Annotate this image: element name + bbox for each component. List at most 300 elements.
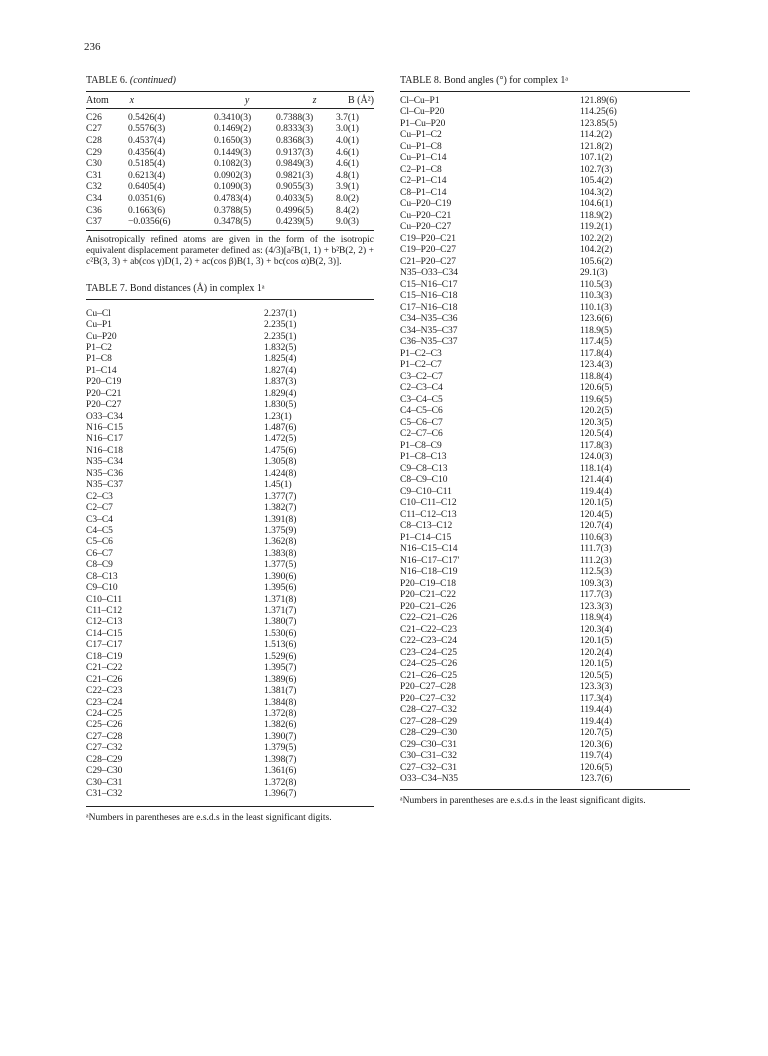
- cell-bond: C30–C31: [86, 777, 123, 788]
- cell-angle-value: 120.4(5): [580, 509, 613, 520]
- cell-distance: 1.384(8): [264, 697, 297, 708]
- table-row: [86, 182, 374, 194]
- table-row: [400, 279, 690, 291]
- cell-angle-atoms: C2–C7–C6: [400, 429, 443, 440]
- cell-angle-atoms: P1–C2–C3: [400, 348, 442, 359]
- table-row: [86, 514, 374, 525]
- cell-bond: C21–C26: [86, 674, 123, 685]
- cell-x: 0.5576(3): [128, 124, 166, 135]
- table-row: [400, 705, 690, 717]
- cell-angle-value: 120.3(4): [580, 624, 613, 635]
- table-row: [86, 399, 374, 410]
- cell-bond: C29–C30: [86, 766, 123, 777]
- cell-distance: 2.235(1): [264, 331, 297, 342]
- cell-atom: C34: [86, 193, 102, 204]
- table-row: [86, 594, 374, 605]
- table-6: [86, 74, 374, 268]
- cell-angle-value: 111.7(3): [580, 544, 612, 555]
- cell-angle-atoms: C2–C3–C4: [400, 383, 443, 394]
- table-row: [400, 291, 690, 303]
- cell-bond: C27–C32: [86, 743, 123, 754]
- table-row: [86, 628, 374, 639]
- cell-distance: 1.487(6): [264, 423, 297, 434]
- cell-angle-value: 104.3(2): [580, 187, 613, 198]
- cell-angle-atoms: P20–C19–C18: [400, 578, 456, 589]
- cell-angle-value: 119.4(4): [580, 705, 613, 716]
- cell-distance: 1.513(6): [264, 640, 297, 651]
- table-row: [86, 377, 374, 388]
- cell-distance: 1.381(7): [264, 686, 297, 697]
- cell-atom: C26: [86, 112, 102, 123]
- cell-angle-atoms: C28–C29–C30: [400, 728, 458, 739]
- table-row: [400, 302, 690, 314]
- cell-distance: 1.827(4): [264, 365, 297, 376]
- cell-atom: C36: [86, 205, 102, 216]
- cell-bond: P20–C27: [86, 400, 122, 411]
- cell-x: 0.4537(4): [128, 135, 166, 146]
- cell-bond: O33–C34: [86, 411, 123, 422]
- table-row: [400, 544, 690, 556]
- cell-angle-atoms: C3–C4–C5: [400, 394, 443, 405]
- table-row: [400, 325, 690, 337]
- table-row: [86, 491, 374, 502]
- cell-bond: C22–C23: [86, 686, 123, 697]
- cell-angle-atoms: N16–C17–C17′: [400, 555, 460, 566]
- col-header-atom: Atom: [86, 94, 109, 106]
- table-row: [86, 663, 374, 674]
- cell-bond: C17–C17: [86, 640, 123, 651]
- cell-z: 0.4033(5): [276, 193, 314, 204]
- cell-atom: C32: [86, 182, 102, 193]
- cell-z: 0.4239(5): [276, 217, 314, 228]
- left-column: [86, 74, 374, 824]
- cell-distance: 1.390(6): [264, 571, 297, 582]
- table-row: [86, 422, 374, 433]
- table-6-caption-suffix: (continued): [129, 75, 177, 86]
- cell-bond: C24–C25: [86, 708, 123, 719]
- cell-angle-atoms: C17–N16–C18: [400, 302, 458, 313]
- cell-angle-atoms: C9–C8–C13: [400, 463, 448, 474]
- cell-angle-atoms: C27–C28–C29: [400, 716, 458, 727]
- table-row: [86, 754, 374, 765]
- cell-distance: 1.395(7): [264, 663, 297, 674]
- table-row: [86, 216, 374, 228]
- table-row: [86, 777, 374, 788]
- cell-distance: 1.395(6): [264, 583, 297, 594]
- cell-angle-value: 120.5(4): [580, 429, 613, 440]
- table-row: [400, 233, 690, 245]
- table-6-header-row: [86, 91, 374, 109]
- table-row: [86, 743, 374, 754]
- cell-distance: 1.837(3): [264, 377, 297, 388]
- table-row: [86, 342, 374, 353]
- cell-angle-value: 118.8(4): [580, 371, 613, 382]
- cell-distance: 1.372(8): [264, 777, 297, 788]
- table-row: [400, 337, 690, 349]
- table-row: [400, 670, 690, 682]
- table-row: [400, 440, 690, 452]
- table-row: [400, 383, 690, 395]
- cell-bond: N35–C37: [86, 480, 123, 491]
- table-7-footnote: ᵃNumbers in parentheses are e.s.d.s in the least significant digits.: [86, 812, 332, 823]
- cell-bond: C6–C7: [86, 548, 113, 559]
- cell-angle-atoms: Cu–P1–C14: [400, 153, 447, 164]
- cell-bond: C12–C13: [86, 617, 123, 628]
- cell-angle-value: 110.3(3): [580, 291, 613, 302]
- cell-angle-atoms: P20–C27–C28: [400, 682, 456, 693]
- col-header-b: B (Å²): [347, 94, 374, 106]
- cell-angle-value: 121.4(4): [580, 475, 613, 486]
- cell-x: 0.5185(4): [128, 159, 166, 170]
- cell-b: 4.6(1): [336, 159, 359, 170]
- table-row: [400, 555, 690, 567]
- table-row: [86, 582, 374, 593]
- cell-angle-value: 121.89(6): [580, 95, 618, 106]
- cell-angle-value: 123.3(3): [580, 682, 613, 693]
- cell-angle-atoms: C30–C31–C32: [400, 751, 458, 762]
- cell-angle-value: 120.1(5): [580, 636, 613, 647]
- cell-angle-atoms: C3–C2–C7: [400, 371, 443, 382]
- table-row: [400, 682, 690, 694]
- cell-angle-atoms: P1–C8–C9: [400, 440, 442, 451]
- cell-bond: C4–C5: [86, 525, 113, 536]
- cell-angle-atoms: P20–C27–C32: [400, 693, 456, 704]
- cell-bond: C8–C13: [86, 571, 118, 582]
- cell-angle-value: 120.6(5): [580, 762, 613, 773]
- table-row: [86, 147, 374, 159]
- table-row: [400, 176, 690, 188]
- cell-bond: N35–C34: [86, 457, 123, 468]
- table-row: [86, 674, 374, 685]
- table-row: [400, 693, 690, 705]
- table-row: [86, 319, 374, 330]
- cell-angle-value: 121.8(2): [580, 141, 613, 152]
- table-row: [86, 502, 374, 513]
- cell-bond: C5–C6: [86, 537, 113, 548]
- cell-b: 8.4(2): [336, 205, 359, 216]
- cell-angle-atoms: P20–C21–C26: [400, 601, 456, 612]
- cell-angle-atoms: C19–P20–C21: [400, 233, 456, 244]
- cell-x: 0.0351(6): [128, 193, 166, 204]
- cell-angle-atoms: C2–P1–C8: [400, 164, 442, 175]
- table-row: [86, 640, 374, 651]
- table-row: [400, 532, 690, 544]
- table-row: [400, 739, 690, 751]
- cell-atom: C30: [86, 159, 102, 170]
- cell-x: −0.0356(6): [128, 217, 171, 228]
- cell-atom: C29: [86, 147, 102, 158]
- cell-angle-value: 120.7(4): [580, 521, 613, 532]
- cell-angle-atoms: Cl–Cu–P20: [400, 107, 445, 118]
- cell-angle-atoms: C4–C5–C6: [400, 406, 443, 417]
- cell-angle-value: 123.4(3): [580, 360, 613, 371]
- cell-b: 9.0(3): [336, 217, 359, 228]
- cell-bond: N16–C15: [86, 423, 123, 434]
- table-row: [86, 354, 374, 365]
- table-row: [400, 578, 690, 590]
- cell-angle-value: 120.5(5): [580, 670, 613, 681]
- cell-angle-value: 120.1(5): [580, 659, 613, 670]
- table-row: [86, 112, 374, 124]
- cell-angle-value: 123.85(5): [580, 118, 618, 129]
- table-row: [86, 571, 374, 582]
- cell-angle-atoms: Cu–P1–C8: [400, 141, 442, 152]
- table-row: [86, 480, 374, 491]
- col-header-z: z: [312, 94, 317, 106]
- cell-bond: N16–C17: [86, 434, 123, 445]
- table-row: [400, 521, 690, 533]
- cell-distance: 1.472(5): [264, 434, 297, 445]
- table-row: [400, 164, 690, 176]
- table-row: [400, 245, 690, 257]
- cell-distance: 1.361(6): [264, 766, 297, 777]
- cell-angle-value: 119.6(5): [580, 394, 613, 405]
- cell-bond: C10–C11: [86, 594, 123, 605]
- cell-angle-value: 123.6(6): [580, 314, 613, 325]
- cell-angle-atoms: Cl–Cu–P1: [400, 95, 440, 106]
- cell-atom: C37: [86, 217, 102, 228]
- cell-distance: 1.475(6): [264, 445, 297, 456]
- cell-angle-atoms: C21–C22–C23: [400, 624, 458, 635]
- cell-distance: 1.396(7): [264, 789, 297, 800]
- table-row: [86, 135, 374, 147]
- cell-bond: Cu–Cl: [86, 308, 111, 319]
- cell-z: 0.7388(3): [276, 112, 314, 123]
- cell-x: 0.1663(6): [128, 205, 166, 216]
- table-row: [400, 659, 690, 671]
- cell-bond: C3–C4: [86, 514, 113, 525]
- cell-bond: C25–C26: [86, 720, 123, 731]
- cell-angle-atoms: C8–P1–C14: [400, 187, 447, 198]
- cell-angle-atoms: N16–C15–C14: [400, 544, 458, 555]
- table-row: [400, 256, 690, 268]
- cell-bond: Cu–P1: [86, 320, 112, 331]
- cell-y: 0.1090(3): [214, 182, 252, 193]
- table-row: [400, 774, 690, 786]
- table-row: [86, 617, 374, 628]
- cell-z: 0.9849(3): [276, 159, 314, 170]
- cell-z: 0.4996(5): [276, 205, 314, 216]
- cell-bond: C23–C24: [86, 697, 123, 708]
- cell-y: 0.1082(3): [214, 159, 252, 170]
- cell-angle-value: 119.4(4): [580, 716, 613, 727]
- cell-z: 0.8333(3): [276, 124, 314, 135]
- table-row: [86, 193, 374, 205]
- cell-x: 0.6213(4): [128, 170, 166, 181]
- cell-y: 0.3788(5): [214, 205, 252, 216]
- cell-y: 0.0902(3): [214, 170, 252, 181]
- table-8-body: [400, 91, 690, 790]
- cell-angle-value: 118.9(5): [580, 325, 613, 336]
- cell-angle-value: 118.1(4): [580, 463, 613, 474]
- table-6-caption: [86, 74, 374, 87]
- cell-atom: C31: [86, 170, 102, 181]
- cell-angle-value: 29.1(3): [580, 268, 608, 279]
- cell-angle-atoms: C9–C10–C11: [400, 486, 452, 497]
- cell-angle-atoms: P1–Cu–P20: [400, 118, 446, 129]
- cell-distance: 1.825(4): [264, 354, 297, 365]
- table-row: [86, 708, 374, 719]
- cell-angle-value: 119.4(4): [580, 486, 613, 497]
- col-header-y: y: [244, 94, 250, 106]
- cell-angle-value: 120.7(5): [580, 728, 613, 739]
- cell-angle-atoms: C2–P1–C14: [400, 176, 447, 187]
- cell-angle-atoms: P1–C8–C13: [400, 452, 447, 463]
- table-row: [86, 158, 374, 170]
- table-row: [400, 107, 690, 119]
- cell-distance: 1.529(6): [264, 651, 297, 662]
- table-row: [86, 720, 374, 731]
- cell-angle-value: 105.6(2): [580, 256, 613, 267]
- cell-bond: P1–C14: [86, 365, 117, 376]
- table-row: [86, 124, 374, 136]
- cell-distance: 1.382(6): [264, 720, 297, 731]
- table-row: [86, 468, 374, 479]
- cell-angle-atoms: C23–C24–C25: [400, 647, 458, 658]
- cell-distance: 1.389(6): [264, 674, 297, 685]
- table-row: [86, 537, 374, 548]
- cell-angle-atoms: C34–N35–C36: [400, 314, 458, 325]
- table-row: [86, 685, 374, 696]
- cell-x: 0.6405(4): [128, 182, 166, 193]
- table-row: [400, 406, 690, 418]
- cell-angle-value: 118.9(4): [580, 613, 613, 624]
- cell-angle-atoms: C24–C25–C26: [400, 659, 458, 670]
- cell-distance: 2.237(1): [264, 308, 297, 319]
- table-6-caption-label: TABLE 6.: [86, 75, 128, 86]
- cell-angle-value: 117.7(3): [580, 590, 613, 601]
- cell-angle-value: 120.2(5): [580, 406, 613, 417]
- cell-bond: C11–C12: [86, 606, 123, 617]
- cell-angle-value: 104.2(2): [580, 245, 613, 256]
- table-row: [400, 762, 690, 774]
- table-row: [400, 716, 690, 728]
- table-row: [400, 463, 690, 475]
- cell-angle-atoms: C34–N35–C37: [400, 325, 458, 336]
- cell-distance: 1.372(8): [264, 708, 297, 719]
- cell-angle-value: 120.3(6): [580, 739, 613, 750]
- table-8-caption: TABLE 8. Bond angles (°) for complex 1ᵃ: [400, 75, 569, 86]
- cell-angle-value: 110.6(3): [580, 532, 613, 543]
- cell-z: 0.9821(3): [276, 170, 314, 181]
- table-6-note: Anisotropically refined atoms are given in the form of the isotropic equivalent displacement parameter defined as: (4/3)[a²B(1, 1) + b²B(2, 2) + c²B(3, 3) + ab(cos γ)D(1, 2) + ac(cos β)B(1, 3) + bc(cos α)B(2, 3)].: [86, 234, 374, 267]
- table-row: [400, 417, 690, 429]
- cell-angle-value: 118.9(2): [580, 210, 613, 221]
- table-row: [400, 187, 690, 199]
- table-row: [400, 153, 690, 165]
- cell-angle-value: 110.1(3): [580, 302, 613, 313]
- cell-angle-atoms: O33–C34–N35: [400, 774, 459, 785]
- cell-angle-atoms: C15–N16–C18: [400, 291, 458, 302]
- table-row: [86, 365, 374, 376]
- cell-angle-value: 120.6(5): [580, 383, 613, 394]
- cell-angle-value: 117.4(5): [580, 337, 613, 348]
- table-row: [400, 613, 690, 625]
- cell-bond: C31–C32: [86, 789, 123, 800]
- cell-angle-value: 120.3(5): [580, 417, 613, 428]
- cell-angle-atoms: C21–P20–C27: [400, 256, 456, 267]
- table-7: [86, 282, 374, 824]
- table-row: [400, 222, 690, 234]
- cell-bond: C9–C10: [86, 583, 118, 594]
- table-row: [400, 751, 690, 763]
- table-row: [86, 170, 374, 182]
- table-row: [86, 765, 374, 776]
- cell-distance: 1.398(7): [264, 754, 297, 765]
- cell-distance: 1.829(4): [264, 388, 297, 399]
- cell-bond: C2–C3: [86, 491, 113, 502]
- cell-distance: 1.371(8): [264, 594, 297, 605]
- table-row: [86, 697, 374, 708]
- col-header-x: x: [129, 94, 135, 106]
- cell-bond: P20–C21: [86, 388, 122, 399]
- cell-distance: 1.379(5): [264, 743, 297, 754]
- cell-bond: N16–C18: [86, 445, 123, 456]
- cell-distance: 1.390(7): [264, 731, 297, 742]
- table-row: [86, 411, 374, 422]
- table-row: [86, 457, 374, 468]
- cell-b: 4.0(1): [336, 135, 359, 146]
- table-row: [400, 118, 690, 130]
- cell-bond: C14–C15: [86, 628, 123, 639]
- cell-atom: C28: [86, 135, 102, 146]
- cell-angle-atoms: C10–C11–C12: [400, 498, 457, 509]
- cell-angle-atoms: C8–C9–C10: [400, 475, 448, 486]
- cell-angle-value: 117.8(3): [580, 440, 613, 451]
- cell-angle-value: 112.5(3): [580, 567, 613, 578]
- cell-distance: 1.832(5): [264, 342, 297, 353]
- table-row: [86, 445, 374, 456]
- cell-angle-value: 107.1(2): [580, 153, 613, 164]
- table-row: [400, 360, 690, 372]
- table-7-body: [86, 299, 374, 807]
- table-8: [400, 74, 690, 807]
- cell-distance: 1.382(7): [264, 503, 297, 514]
- cell-x: 0.5426(4): [128, 112, 166, 123]
- cell-angle-value: 119.7(4): [580, 751, 613, 762]
- table-row: [400, 590, 690, 602]
- cell-distance: 1.305(8): [264, 457, 297, 468]
- cell-angle-value: 114.25(6): [580, 107, 617, 118]
- table-row: [400, 394, 690, 406]
- cell-bond: Cu–P20: [86, 331, 117, 342]
- table-row: [400, 141, 690, 153]
- cell-distance: 2.235(1): [264, 320, 297, 331]
- cell-distance: 1.362(8): [264, 537, 297, 548]
- cell-distance: 1.375(9): [264, 525, 297, 536]
- cell-bond: C2–C7: [86, 503, 113, 514]
- table-row: [400, 314, 690, 326]
- table-row: [400, 429, 690, 441]
- cell-angle-value: 111.2(3): [580, 555, 612, 566]
- cell-bond: C21–C22: [86, 663, 123, 674]
- table-row: [400, 498, 690, 510]
- table-row: [400, 268, 690, 280]
- cell-bond: C8–C9: [86, 560, 113, 571]
- table-row: [86, 560, 374, 571]
- cell-distance: 1.377(7): [264, 491, 297, 502]
- cell-y: 0.4783(4): [214, 193, 252, 204]
- cell-angle-atoms: C5–C6–C7: [400, 417, 443, 428]
- table-7-caption: TABLE 7. Bond distances (Å) in complex 1ᵃ: [86, 282, 265, 294]
- cell-angle-atoms: Cu–P20–C21: [400, 210, 452, 221]
- table-row: [86, 651, 374, 662]
- cell-b: 4.6(1): [336, 147, 359, 158]
- table-row: [86, 331, 374, 342]
- table-row: [400, 199, 690, 211]
- table-row: [400, 636, 690, 648]
- table-row: [400, 728, 690, 740]
